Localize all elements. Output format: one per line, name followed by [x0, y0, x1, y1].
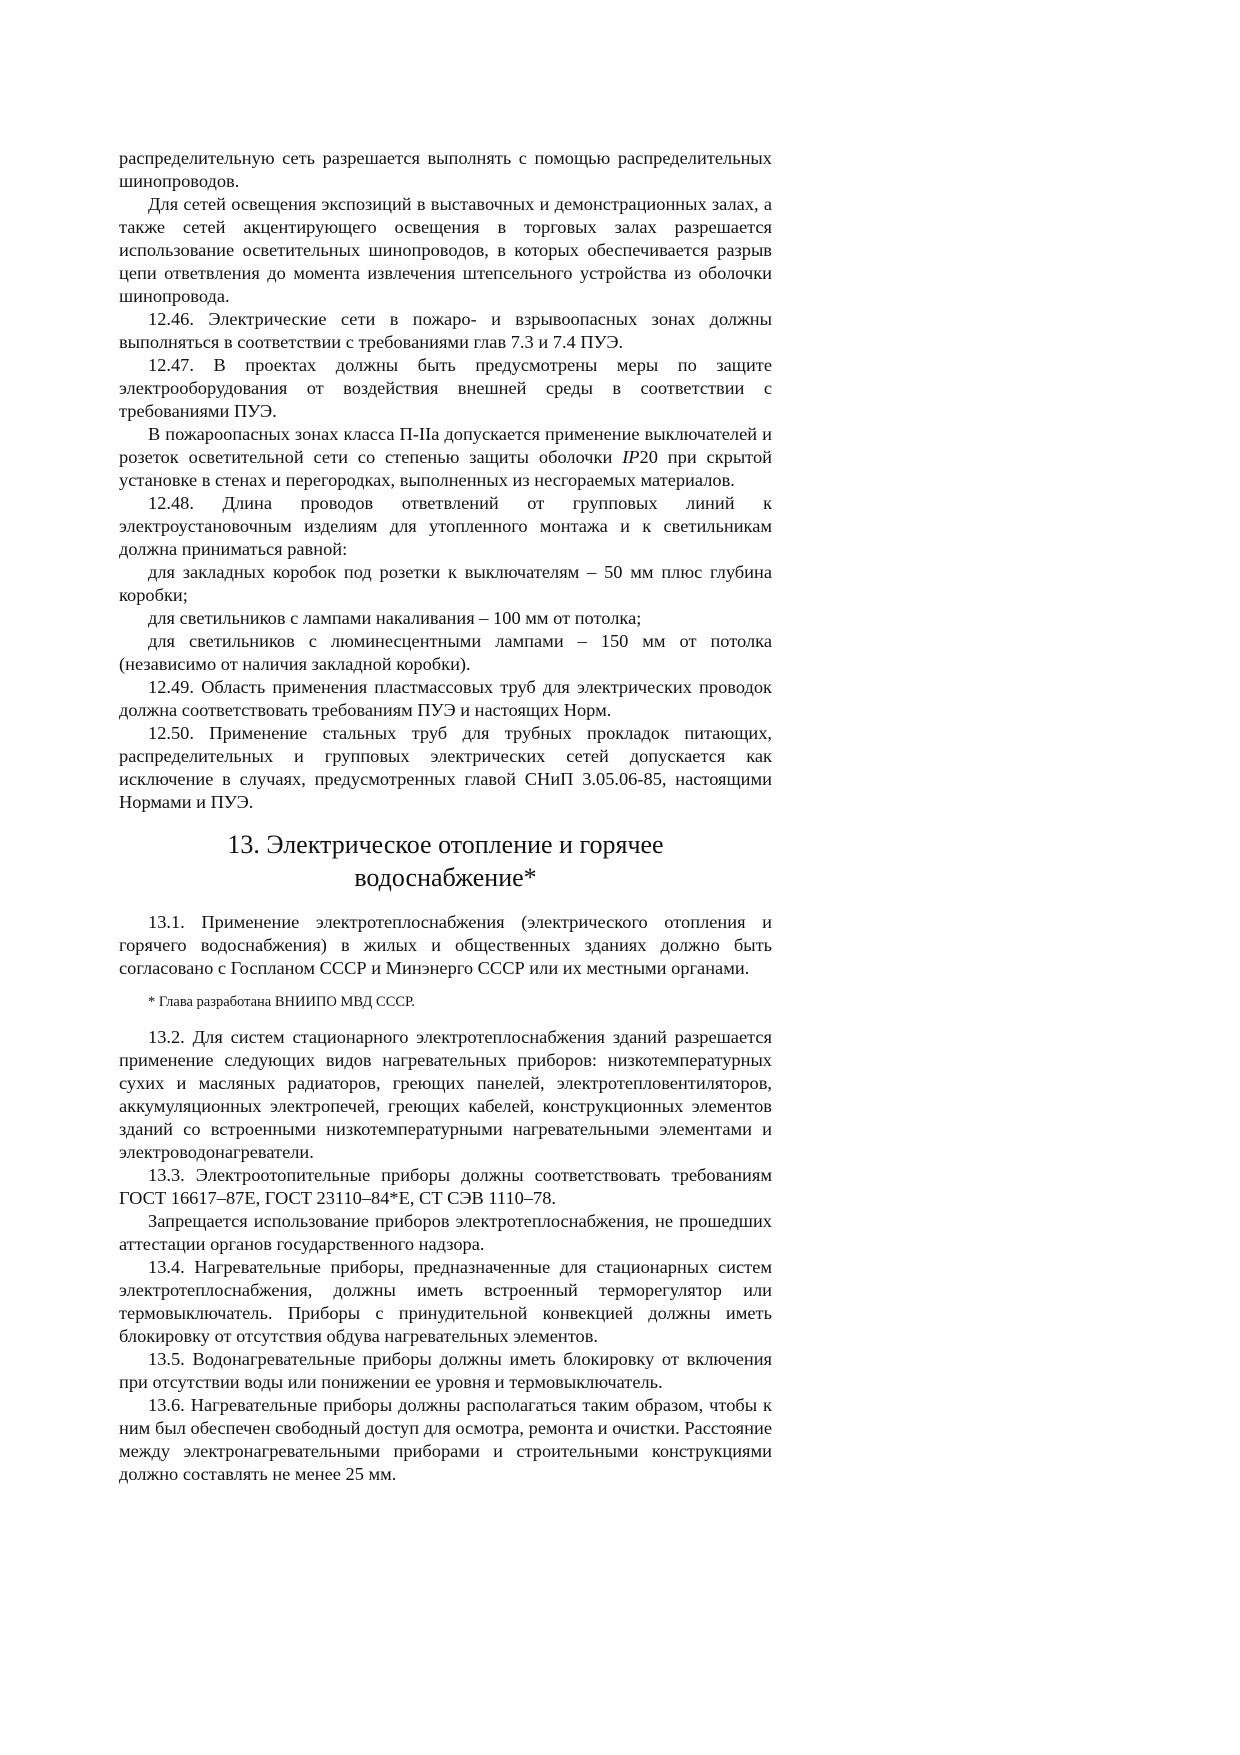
- paragraph-13-3: 13.3. Электроотопительные приборы должны соответствовать требованиям ГОСТ 16617–87Е, ГОСТ 23110–84*Е, СТ СЭВ 1110–78.: [119, 1165, 772, 1208]
- paragraph-fluorescent: для светильников с люминесцентными лампами – 150 мм от потолка (независимо от наличия закладной коробки).: [119, 631, 772, 674]
- document-page: [119, 147, 772, 1486]
- paragraph-13-2: 13.2. Для систем стационарного электротеплоснабжения зданий разрешается применение следующих видов нагревательных приборов: низкотемпературных сухих и масляных радиаторов, греющих панелей, электротепловентиляторов, аккумуляционных электропечей, греющих кабелей, конструкционных элементов зданий со встроенными низкотемпературными нагревательными элементами и электроводонагреватели.: [119, 1027, 772, 1162]
- section-13-paragraphs: [119, 1026, 772, 1486]
- paragraph-13-5: 13.5. Водонагревательные приборы должны иметь блокировку от включения при отсутствии воды или понижении ее уровня и термовыключатель.: [119, 1349, 772, 1392]
- section-13-heading: [119, 828, 772, 894]
- paragraph-12-50: 12.50. Применение стальных труб для трубных прокладок питающих, распределительных и групповых электрических сетей допускается как исключение в случаях, предусмотренных главой СНиП 3.05.06-85, настоящими Нормами и ПУЭ.: [119, 723, 772, 812]
- paragraph-13-1: 13.1. Применение электротеплоснабжения (электрического отопления и горячего водоснабжения) в жилых и общественных зданиях должно быть согласовано с Госпланом СССР и Минэнерго СССР или их местными органами.: [119, 912, 772, 978]
- ip-code: IP: [622, 447, 640, 467]
- ip-text-before: В пожароопасных зонах класса П-IIа допускается применение выключателей и розеток осветительной сети со степенью защиты оболочки: [119, 424, 772, 467]
- paragraph-exposition-lighting: Для сетей освещения экспозиций в выставочных и демонстрационных залах, а также сетей акцентирующего освещения в торговых залах разрешается использование осветительных шинопроводов, в которых обеспечивается разрыв цепи ответвления до момента извлечения штепсельного устройства из оболочки шинопровода.: [119, 194, 772, 306]
- paragraph-incandescent: для светильников с лампами накаливания – 100 мм от потолка;: [148, 608, 642, 628]
- paragraph-continuation: распределительную сеть разрешается выполнять с помощью распределительных шинопроводов.: [119, 148, 772, 191]
- paragraph-13-6: 13.6. Нагревательные приборы должны располагаться таким образом, чтобы к ним был обеспечен свободный доступ для осмотра, ремонта и очистки. Расстояние между электронагревательными приборами и строительными конструкциями должно составлять не менее 25 мм.: [119, 1395, 772, 1484]
- heading-line-1: 13. Электрическое отопление и горячее: [227, 830, 664, 859]
- heading-line-2: водоснабжение*: [354, 863, 537, 892]
- paragraph-ip20: [119, 423, 772, 492]
- paragraph-12-49: 12.49. Область применения пластмассовых труб для электрических проводок должна соответствовать требованиям ПУЭ и настоящих Норм.: [119, 677, 772, 720]
- paragraphs-before-group: [119, 147, 772, 423]
- paragraph-12-46: 12.46. Электрические сети в пожаро- и взрывоопасных зонах должны выполняться в соответствии с требованиями глав 7.3 и 7.4 ПУЭ.: [119, 309, 772, 352]
- ip-text-after: 20 при скрытой установке в стенах и перегородках, выполненных из несгораемых материалов.: [119, 447, 773, 490]
- paragraph-boxes: для закладных коробок под розетки к выключателям – 50 мм плюс глубина коробки;: [119, 562, 772, 605]
- footnote: * Глава разработана ВНИИПО МВД СССР.: [148, 994, 415, 1010]
- paragraph-12-47: 12.47. В проектах должны быть предусмотрены меры по защите электрооборудования от воздействия внешней среды в соответствии с требованиями ПУЭ.: [119, 355, 772, 421]
- paragraph-13-4: 13.4. Нагревательные приборы, предназначенные для стационарных систем электротеплоснабжения, должны иметь встроенный терморегулятор или термовыключатель. Приборы с принудительной конвекцией должны иметь блокировку от отсутствия обдува нагревательных элементов.: [119, 1257, 772, 1346]
- paragraph-prohibition: Запрещается использование приборов электротеплоснабжения, не прошедших аттестации органов государственного надзора.: [119, 1211, 772, 1254]
- paragraph-12-48: 12.48. Длина проводов ответвлений от групповых линий к электроустановочным изделиям для утопленного монтажа и к светильникам должна приниматься равной:: [119, 493, 772, 559]
- paragraphs-after-ip-group: [119, 492, 772, 814]
